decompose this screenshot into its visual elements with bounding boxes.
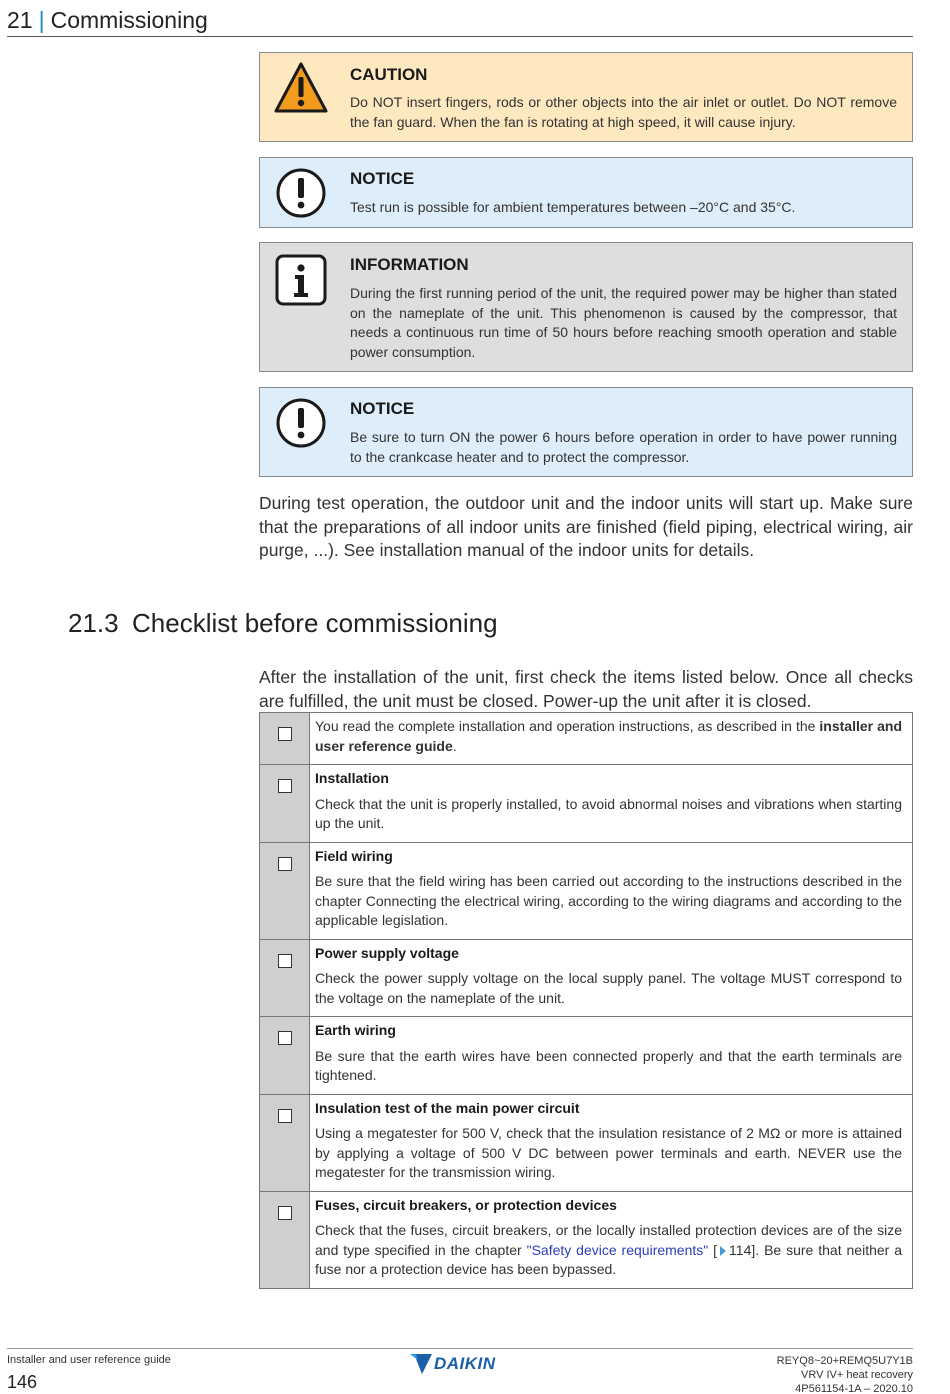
checklist-item-text: Check that the fuses, circuit breakers, or the locally installed protection devices are of the size and type specified in the chapter "Safety device requirements" [ 114]. Be sure that neither a fuse nor a protection device has been bypassed. [315,1222,903,1277]
footer-guide-title: Installer and user reference guide [7,1354,171,1366]
checklist-row [260,1094,913,1191]
checkbox[interactable] [278,954,292,968]
footer-document-info [777,1354,913,1394]
checklist-item-title: Fuses, circuit breakers, or protection devices [315,1196,617,1213]
information-callout [259,242,913,372]
checklist-item-text: Be sure that the field wiring has been carried out according to the instructions described in the chapter Connecting the electrical wiring, according to the wiring diagrams and according to the applicable legislation. [315,873,902,928]
guide-reference: installer and user reference guide [315,718,903,754]
checkbox[interactable] [278,857,292,871]
notice-text-1: Test run is possible for ambient temperatures between –20°C and 35°C. [350,199,796,215]
daikin-logo-mark-icon [408,1354,432,1374]
notice-title-2: NOTICE [350,399,415,418]
checklist-item-title: Field wiring [315,847,393,864]
test-operation-paragraph: During test operation, the outdoor unit and the indoor units will start up. Make sure that the preparations of all indoor units are finished (field piping, electrical wiring, air purge, ...). See installation manual of the indoor units for details. [259,493,913,560]
caution-callout [259,52,913,142]
daikin-logo [408,1352,496,1376]
page-ref-arrow-icon [720,1246,726,1256]
warning-triangle-icon [274,61,328,115]
page-reference[interactable]: 114 [729,1241,752,1258]
info-icon [274,253,328,307]
checklist-row [260,842,913,939]
checklist-item-title: Insulation test of the main power circuit [315,1099,580,1116]
commissioning-checklist [259,712,913,1289]
header-separator: | [38,7,45,33]
product-name: VRV IV+ heat recovery [801,1369,913,1381]
checklist-intro: After the installation of the unit, first check the items listed below. Once all checks are fulfilled, the unit must be closed. Power-up the unit after it is closed. [259,667,913,711]
page-header [7,6,913,37]
model-number: REYQ8~20+REMQ5U7Y1B [776,1355,913,1367]
caution-title: CAUTION [350,65,428,84]
document-id: 4P561154-1A – 2020.10 [795,1383,913,1394]
checklist-row [260,939,913,1017]
checkbox[interactable] [278,1031,292,1045]
footer-divider [7,1348,913,1349]
chapter-title: Commissioning [50,7,208,33]
checklist-item-title: Installation [315,770,389,786]
checklist-item-text: Using a megatester for 500 V, check that the insulation resistance of 2 MΩ or more is attained by applying a voltage of 500 V DC between power terminals and earth. NEVER use the megatester for the transmission wiring. [315,1125,902,1180]
notice-text-2: Be sure to turn ON the power 6 hours before operation in order to have power running to the crankcase heater and to protect the compressor. [350,429,897,465]
checklist-row [260,1017,913,1095]
checklist-item-text: Check the power supply voltage on the local supply panel. The voltage MUST correspond to the voltage on the nameplate of the unit. [315,970,902,1006]
checklist-item-title: Power supply voltage [315,944,459,961]
checklist-item-title: Earth wiring [315,1022,396,1038]
notice-title-1: NOTICE [350,169,415,188]
notice-callout-1 [259,157,913,228]
checklist-row [260,1191,913,1288]
checkbox[interactable] [278,727,292,741]
page-number: 146 [7,1372,38,1392]
checklist-item-text: Check that the unit is properly installed, to avoid abnormal noises and vibrations when starting up the unit. [315,795,902,831]
checkbox[interactable] [278,1109,292,1123]
checkbox[interactable] [278,1206,292,1220]
safety-device-link[interactable]: "Safety device requirements" [526,1241,709,1258]
section-title: Checklist before commissioning [132,608,498,638]
section-heading [68,608,498,639]
checklist-row: You read the complete installation and operation instructions, as described in the installer and user reference guide. [260,713,913,765]
caution-text: Do NOT insert fingers, rods or other objects into the air inlet or outlet. Do NOT remove the fan guard. When the fan is rotating at high speed, it will cause injury. [350,94,897,130]
checklist-item-text: You read the complete installation and operation instructions, as described in the [315,718,820,734]
information-text: During the first running period of the unit, the required power may be higher than stated on the nameplate of the unit. This phenomenon is caused by the compressor, that needs a continuous run time of 50 hours before reaching smooth operation and stable power consumption. [350,285,897,360]
brand-name: DAIKIN [434,1354,496,1373]
chapter-number: 21 [7,7,33,33]
notice-callout-2 [259,387,913,477]
checkbox[interactable] [278,779,292,793]
section-number: 21.3 [68,608,119,638]
checklist-row [260,765,913,843]
exclamation-circle-icon [274,396,328,450]
checklist-item-text: Be sure that the earth wires have been connected properly and that the earth terminals are tightened. [315,1047,902,1083]
exclamation-circle-icon [274,166,328,220]
information-title: INFORMATION [350,255,469,274]
